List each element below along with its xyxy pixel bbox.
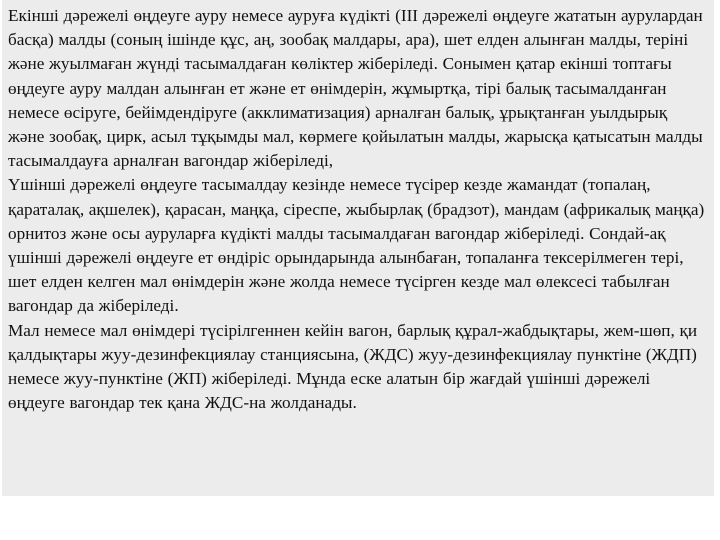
paragraph-wagon-processing: Мал немесе мал өнімдері түсірілгеннен кейін вагон, барлық құрал-жабдықтары, жем-шөп, қи қалдықтары жуу-дезинфекциялау станциясына, (ЖДС) жуу-дезинфекциялау пунктіне (ЖДП) немесе жуу-пунктіне (ЖП) жіберіледі. Мұнда еске алатын бір жағдай үшінші дәрежелі өңдеуге вагондар тек қана ЖДС-на жолданады. [8, 320, 698, 413]
paragraph-second-degree: Екінші дәрежелі өңдеуге ауру немесе ауруға күдікті (ІІІ дәрежелі өңдеуге жататын аурулардан басқа) малды (соның ішінде құс, аң, зообақ малдары, ара), шет елден алынған малды, теріні және жуылмаған жүнді тасымалдаған көліктер жіберіледі. Сонымен қатар екінші топтағы өңдеуге ауру малдан алынған ет және ет өнімдерін, жұмыртқа, тірі балық тасымалданған немесе өсіруге, бейімдендіруге (акклиматизация) арналған балық, ұрықтанған уылдырық және зообақ, цирк, асыл тұқымды мал, көрмеге қойылатын малды, жарысқа қатысатын малды тасымалдауға арналған вагондар жіберіледі, [8, 6, 703, 171]
text-block [2, 0, 714, 496]
paragraph-third-degree: Үшінші дәрежелі өңдеуге тасымалдау кезінде немесе түсірер кезде жамандат (топалаң, қараталақ, ақшелек), қарасан, маңқа, сіреспе, жыбырлақ (брадзот), мандам (африкалық маңқа) орнитоз және осы ауруларға күдікті малды тасымалдаған вагондар жіберіледі. Сондай-ақ үшінші дәрежелі өңдеуге ет өндіріс орындарында алынбаған, топаланға тексерілмеген тері, шет елден келген мал өнімдерін және жолда немесе түсірген кезде мал өлексесі табылған вагондар да жіберіледі. [8, 175, 705, 316]
